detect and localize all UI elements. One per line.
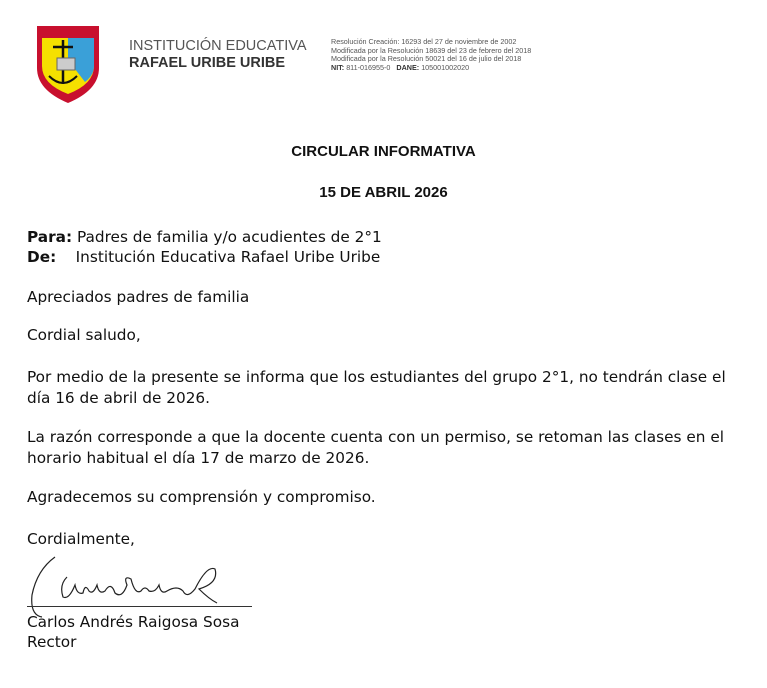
institution-name-line1: INSTITUCIÓN EDUCATIVA — [129, 38, 307, 54]
from-value: Institución Educativa Rafael Uribe Uribe — [75, 248, 381, 266]
signature-line — [27, 606, 252, 607]
nit-label: NIT: — [331, 63, 345, 73]
institution-name-line2: RAFAEL URIBE URIBE — [129, 55, 286, 71]
resolution-info — [331, 38, 531, 73]
document-date: 15 DE ABRIL 2026 — [319, 184, 448, 201]
signer-role: Rector — [27, 633, 77, 651]
signer-name: Carlos Andrés Raigosa Sosa — [27, 613, 240, 631]
resolution-line: Modificada por la Resolución 50021 del 16 de julio del 2018 — [331, 54, 522, 64]
dane-value: 105001002020 — [421, 63, 470, 73]
from-label: De: — [27, 248, 57, 266]
closing: Cordialmente, — [27, 530, 135, 548]
salutation: Cordial saludo, — [27, 326, 141, 344]
closing-thanks: Agradecemos su comprensión y compromiso. — [27, 488, 376, 506]
to-value: Padres de familia y/o acudientes de 2°1 — [76, 228, 382, 246]
document-title: CIRCULAR INFORMATIVA — [291, 143, 476, 160]
resolution-line: Resolución Creación: 16293 del 27 de noviembre de 2002 — [331, 37, 517, 46]
paragraph-1: Por medio de la presente se informa que los estudiantes del grupo 2°1, no tendrán clase el día 16 de abril de 2026. — [27, 368, 726, 407]
school-crest-logo — [33, 20, 103, 104]
paragraph-2: La razón corresponde a que la docente cuenta con un permiso, se retoman las clases en el horario habitual el día 17 de marzo de 2026. — [27, 428, 724, 467]
sender-line — [27, 247, 727, 268]
recipient-line — [27, 227, 727, 248]
greeting: Apreciados padres de familia — [27, 288, 250, 306]
nit-value: 811-016955-0 — [346, 63, 391, 73]
to-label: Para: — [27, 228, 73, 246]
nit-dane-line — [331, 64, 531, 73]
resolution-line: Modificada por la Resolución 18639 del 23 de febrero del 2018 — [331, 45, 532, 55]
handwritten-signature — [27, 555, 227, 620]
dane-label: DANE: — [396, 63, 420, 73]
